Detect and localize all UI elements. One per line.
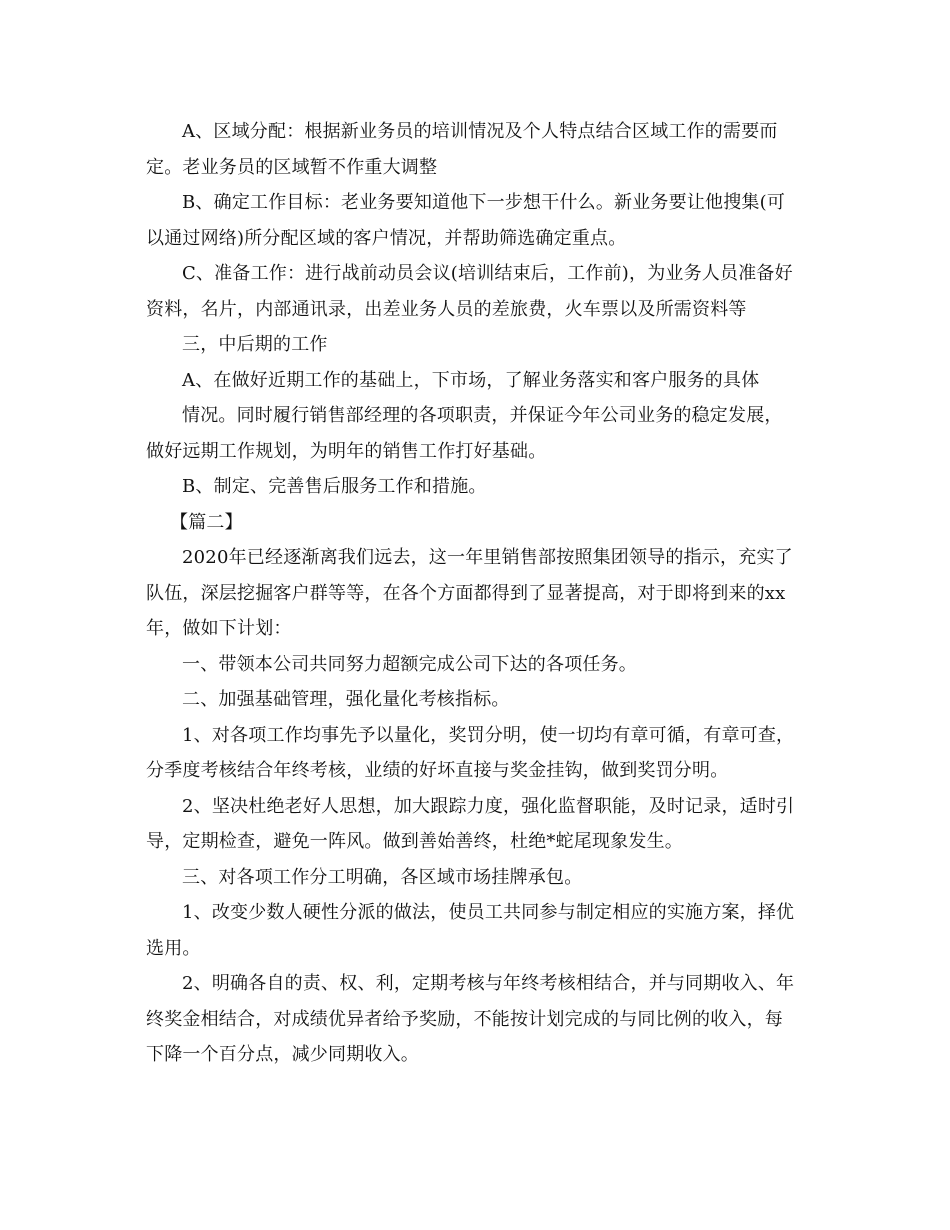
paragraph-line: A、区域分配：根据新业务员的培训情况及个人特点结合区域工作的需要而: [182, 121, 778, 142]
document-body: [146, 114, 810, 1073]
paragraph-line: 三、对各项工作分工明确，各区域市场挂牌承包。: [182, 866, 583, 888]
paragraph-line: 2、明确各自的责、权、利，定期考核与年终考核相结合，并与同期收入、年: [182, 973, 795, 994]
paragraph-line: 定。老业务员的区域暂不作重大调整: [146, 156, 438, 178]
paragraph-line: C、准备工作：进行战前动员会议(培训结束后，工作前)，为业务人员准备好: [182, 263, 793, 284]
paragraph-line: 一、带领本公司共同努力超额完成公司下达的各项任务。: [182, 653, 637, 675]
paragraph-line: 选用。: [146, 937, 201, 959]
paragraph-line: 队伍，深层挖掘客户群等等，在各个方面都得到了显著提高，对于即将到来的xx: [146, 582, 786, 604]
paragraph-line: 二、加强基础管理，强化量化考核指标。: [182, 689, 510, 710]
paragraph-line: 导，定期检查，避免一阵风。做到善始善终，杜绝*蛇尾现象发生。: [146, 831, 683, 852]
paragraph-line: B、制定、完善售后服务工作和措施。: [182, 476, 487, 497]
paragraph-line: 以通过网络)所分配区域的客户情况，并帮助筛选确定重点。: [146, 227, 627, 249]
paragraph-line: 资料，名片，内部通讯录，出差业务人员的差旅费，火车票以及所需资料等: [146, 298, 747, 320]
paragraph-line: 分季度考核结合年终考核，业绩的好坏直接与奖金挂钩，做到奖罚分明。: [146, 760, 729, 781]
paragraph-line: 情况。同时履行销售部经理的各项职责，并保证今年公司业务的稳定发展，: [182, 405, 783, 426]
paragraph-line: 年，做如下计划：: [146, 618, 292, 639]
paragraph-line: 终奖金相结合，对成绩优异者给予奖励，不能按计划完成的与同比例的收入，每: [146, 1008, 783, 1030]
paragraph-line: 1、改变少数人硬性分派的做法，使员工共同参与制定相应的实施方案，择优: [182, 902, 795, 923]
paragraph-line: B、确定工作目标：老业务要知道他下一步想干什么。新业务要让他搜集(可: [182, 192, 786, 213]
part-heading: 【篇二】: [170, 511, 243, 533]
paragraph-line: 下降一个百分点，减少同期收入。: [146, 1044, 419, 1065]
paragraph-line: 1、对各项工作均事先予以量化，奖罚分明，使一切均有章可循，有章可查，: [182, 724, 795, 746]
section-heading: 三，中后期的工作: [182, 334, 328, 355]
paragraph-line: 2020年已经逐渐离我们远去，这一年里销售部按照集团领导的指示，充实了: [182, 547, 793, 568]
paragraph-line: 做好远期工作规划，为明年的销售工作打好基础。: [146, 440, 547, 462]
paragraph-line: 2、坚决杜绝老好人思想，加大跟踪力度，强化监督职能，及时记录，适时引: [182, 795, 795, 817]
paragraph-line: A、在做好近期工作的基础上，下市场，了解业务落实和客户服务的具体: [182, 369, 760, 391]
